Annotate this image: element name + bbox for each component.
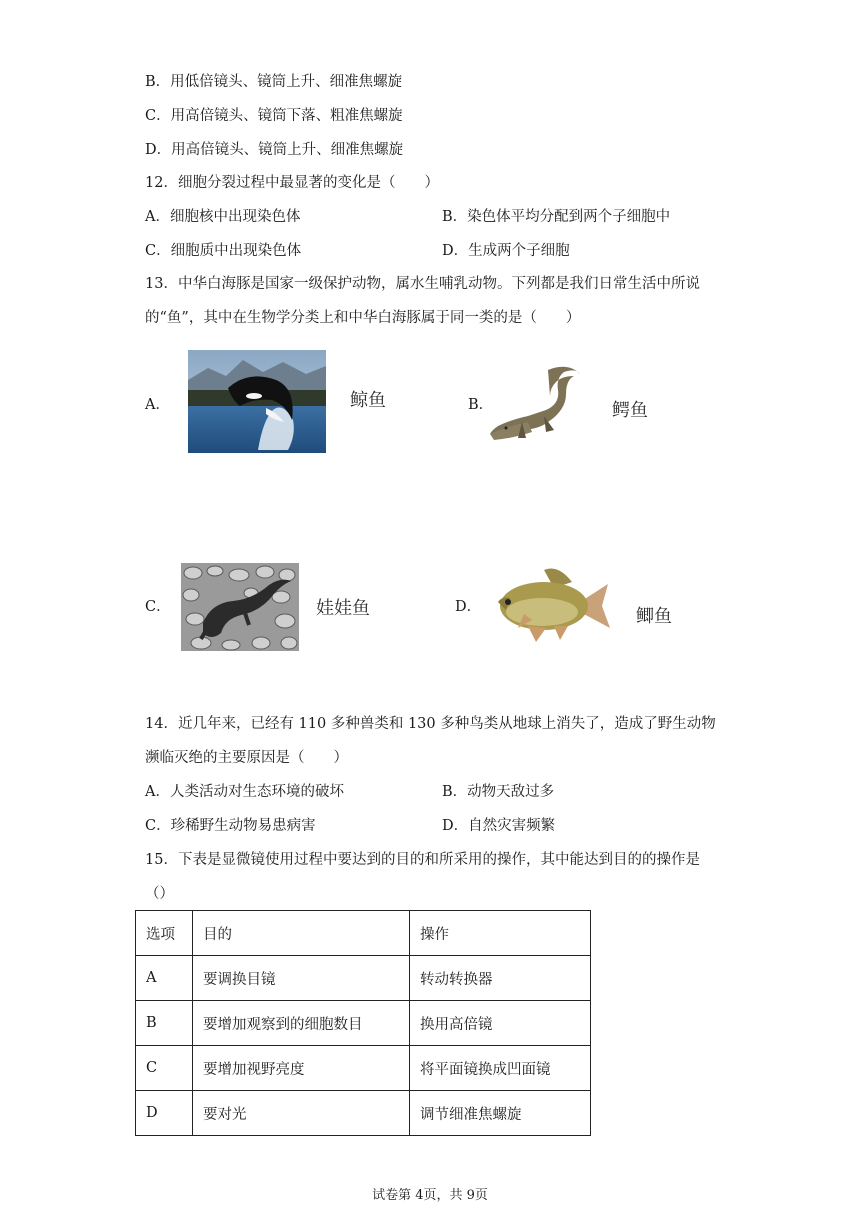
q13-option-d-caption: 鲫鱼 bbox=[636, 606, 672, 627]
q13-option-b-caption: 鳄鱼 bbox=[612, 400, 648, 421]
q14-option-b: B．动物天敌过多 bbox=[442, 784, 555, 800]
table-cell: 换用高倍镜 bbox=[410, 1001, 591, 1046]
giant-salamander-image bbox=[181, 563, 299, 651]
q11-option-c: C．用高倍镜头、镜筒下落、粗准焦螺旋 bbox=[145, 108, 403, 124]
q12-option-c: C．细胞质中出现染色体 bbox=[145, 243, 302, 259]
q14-option-c: C．珍稀野生动物易患病害 bbox=[145, 818, 316, 834]
q12-stem: 12．细胞分裂过程中最显著的变化是（ ） bbox=[145, 175, 439, 191]
table-cell: B bbox=[136, 1001, 193, 1046]
q13-option-c-letter: C． bbox=[145, 599, 171, 615]
table-cell: 转动转换器 bbox=[410, 956, 591, 1001]
table-header-cell: 目的 bbox=[193, 911, 410, 956]
q15-stem-line1: 15．下表是显微镜使用过程中要达到的目的和所采用的操作，其中能达到目的的操作是 bbox=[145, 852, 700, 868]
table-cell: 将平面镜换成凹面镜 bbox=[410, 1046, 591, 1091]
q12-option-d: D．生成两个子细胞 bbox=[442, 243, 570, 259]
table-cell: 要增加观察到的细胞数目 bbox=[193, 1001, 410, 1046]
q11-option-b: B．用低倍镜头、镜筒上升、细准焦螺旋 bbox=[145, 74, 403, 90]
table-cell: 调节细准焦螺旋 bbox=[410, 1091, 591, 1136]
q14-option-d: D．自然灾害频繁 bbox=[442, 818, 556, 834]
q12-option-b: B．染色体平均分配到两个子细胞中 bbox=[442, 209, 671, 225]
crocodile-image bbox=[488, 360, 592, 444]
table-cell: A bbox=[136, 956, 193, 1001]
table-cell: 要调换目镜 bbox=[193, 956, 410, 1001]
q13-stem-line1: 13．中华白海豚是国家一级保护动物，属水生哺乳动物。下列都是我们日常生活中所说 bbox=[145, 276, 700, 292]
q14-stem-line1: 14．近几年来，已经有 110 多种兽类和 130 多种鸟类从地球上消失了，造成了野生动物 bbox=[145, 716, 716, 732]
q13-stem-line2: 的“鱼”，其中在生物学分类上和中华白海豚属于同一类的是（ ） bbox=[145, 310, 581, 326]
q13-option-c-caption: 娃娃鱼 bbox=[316, 598, 370, 619]
table-cell: C bbox=[136, 1046, 193, 1091]
table-row bbox=[136, 1046, 591, 1091]
page-footer: 试卷第 4页，共 9页 bbox=[372, 1188, 488, 1203]
q12-option-a: A．细胞核中出现染色体 bbox=[145, 209, 301, 225]
q13-option-b-letter: B． bbox=[468, 397, 494, 413]
q15-stem-line2: （） bbox=[145, 886, 174, 902]
q13-option-a-caption: 鲸鱼 bbox=[350, 390, 386, 411]
table-header-row bbox=[136, 911, 591, 956]
table-cell: 要对光 bbox=[193, 1091, 410, 1136]
q14-option-a: A．人类活动对生态环境的破坏 bbox=[145, 784, 344, 800]
table-header-cell: 操作 bbox=[410, 911, 591, 956]
table-cell: D bbox=[136, 1091, 193, 1136]
microscope-operations-table bbox=[135, 910, 591, 1136]
orca-image bbox=[188, 350, 326, 453]
table-cell: 要增加视野亮度 bbox=[193, 1046, 410, 1091]
q11-option-d: D．用高倍镜头、镜筒上升、细准焦螺旋 bbox=[145, 142, 404, 158]
q13-option-a-letter: A． bbox=[145, 397, 170, 413]
q14-stem-line2: 濒临灭绝的主要原因是（ ） bbox=[145, 750, 348, 766]
table-row bbox=[136, 1091, 591, 1136]
table-row bbox=[136, 1001, 591, 1046]
table-row bbox=[136, 956, 591, 1001]
table-header-cell: 选项 bbox=[136, 911, 193, 956]
crucian-carp-image bbox=[488, 562, 612, 648]
q13-option-d-letter: D． bbox=[455, 599, 482, 615]
